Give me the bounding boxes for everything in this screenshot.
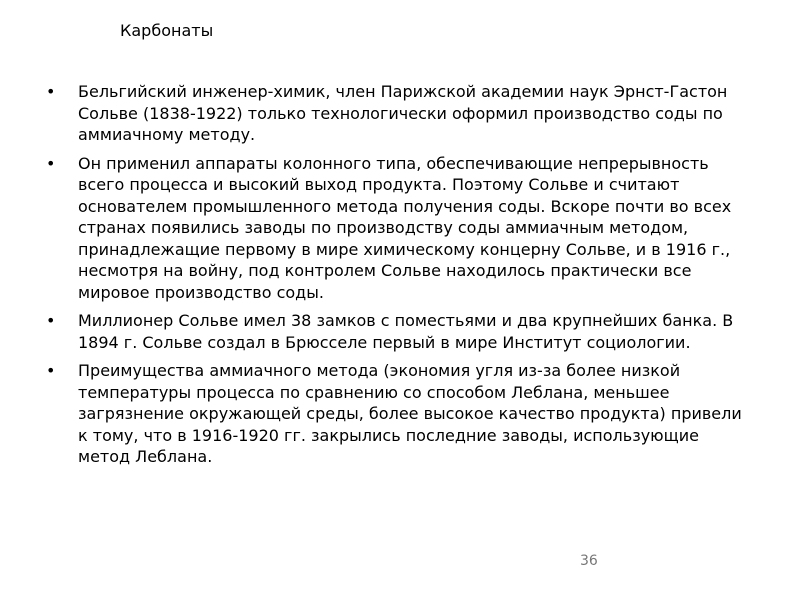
page-number: 36 [580, 553, 598, 569]
bullet-text: Бельгийский инженер-химик, член Парижской академии наук Эрнст-Гастон Сольве (1838-1922) только технологически оформил производство соды по аммиачному методу. [78, 82, 728, 144]
bullet-item [44, 360, 744, 468]
bullet-marker: • [46, 311, 56, 330]
bullet-marker: • [46, 82, 56, 101]
bullet-item [44, 153, 744, 304]
bullet-item [44, 310, 744, 353]
slide-title: Карбонаты [120, 21, 214, 40]
bullet-text: Миллионер Сольве имел 38 замков с поместьями и два крупнейших банка. В 1894 г. Сольве создал в Брюсселе первый в мире Институт социологии. [78, 311, 734, 352]
bullet-text: Он применил аппараты колонного типа, обеспечивающие непрерывность всего процесса и высокий выход продукта. Поэтому Сольве и считают основателем промышленного метода получения соды. Вскоре почти во всех странах появились заводы по производству соды аммиачным методом, принадлежащие первому в мире химическому концерну Сольве, и в 1916 г., несмотря на войну, под контролем Сольве находилось практически все мировое производство соды. [78, 153, 732, 302]
bullet-list [44, 81, 744, 475]
bullet-marker: • [46, 153, 56, 173]
bullet-text: Преимущества аммиачного метода (экономия угля из-за более низкой температуры процесса по сравнению со способом Леблана, меньшее загрязнение окружающей среды, более высокое качество продукта) привели к тому, что в 1916-1920 гг. закрылись последние заводы, использующие метод Леблана. [78, 361, 742, 466]
bullet-marker: • [46, 361, 56, 380]
bullet-item [44, 81, 744, 146]
